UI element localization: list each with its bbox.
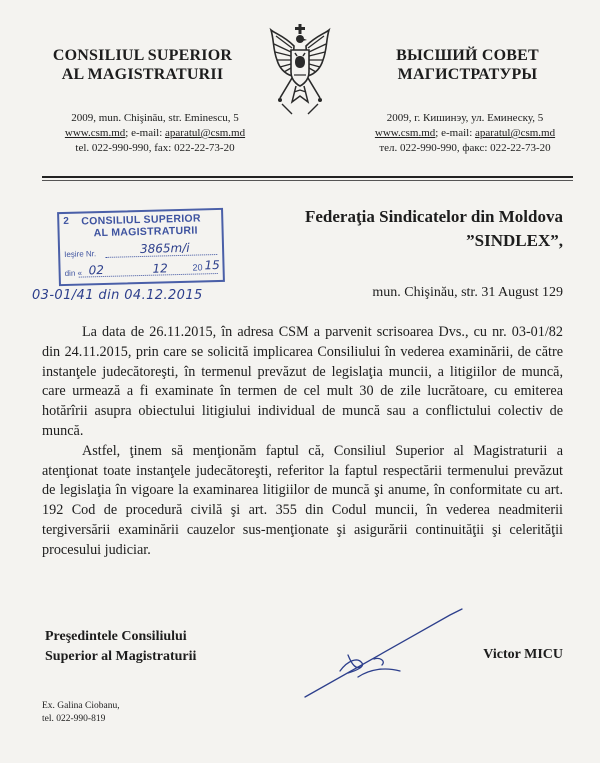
registration-stamp: [57, 208, 225, 286]
stamp-title-line2: AL MAGISTRATURII: [93, 224, 198, 240]
recipient-address: mun. Chişinău, str. 31 August 129: [372, 285, 563, 300]
body-paragraph-1: La data de 26.11.2015, în adresa CSM a parvenit scrisoarea Dvs., cu nr. 03-01/82 din 24.11.2015, prin care se solicită implicarea Consiliului în vederea examinării, de către instanţele judecătoreşti, în termenul prevăzut de legislaţia muncii, a litigiilor de muncă, care urmează a fi examinate în termen de cel mult 30 de zile lucrătoare, cu emiterea hotărîrii asupra obiectului litigiului individual de muncă sau a conflictului colectiv de muncă.: [42, 324, 563, 439]
recipient-name: ”SINDLEX”,: [466, 231, 563, 250]
email-link[interactable]: aparatul@csm.md: [165, 127, 246, 139]
stamp-year-prefix: 20: [192, 262, 203, 273]
stamp-out-label: Ieşire Nr.: [64, 249, 97, 260]
org-title-ru-line1: ВЫСШИЙ СОВЕТ: [396, 47, 539, 64]
org-contact-russian: [340, 111, 590, 156]
handwritten-reference: 03-01/41 din 04.12.2015: [32, 288, 203, 303]
header-divider-thin: [42, 180, 573, 181]
executor-info: [42, 700, 120, 726]
executor-phone: tel. 022-990-819: [42, 714, 106, 724]
org-web-email: [40, 126, 270, 141]
org-title-russian: [360, 46, 575, 84]
recipient-block: [280, 205, 563, 253]
org-title-line1: CONSILIUL SUPERIOR: [52, 47, 233, 64]
org-title-line2: AL MAGISTRATURII: [61, 66, 224, 83]
header-divider: [42, 176, 573, 178]
stamp-out-number: 3865m/i: [139, 240, 190, 257]
stamp-year-suffix: 15: [204, 257, 220, 273]
letter-body: [42, 323, 563, 561]
stamp-month: 12: [152, 261, 169, 276]
executor-name: Ex. Galina Ciobanu,: [42, 701, 120, 711]
org-phone-ru: тел. 022-990-990, факс: 022-22-73-20: [379, 142, 551, 154]
org-title-ru-line2: МАГИСТРАТУРЫ: [397, 66, 538, 83]
org-contact-romanian: [40, 111, 270, 156]
coat-of-arms-icon: [268, 22, 332, 122]
org-title-romanian: [40, 46, 245, 84]
signatory-title: [45, 627, 196, 667]
body-paragraph-2: Astfel, ţinem să menţionăm faptul că, Consiliul Superior al Magistraturii a atenţionat toate instanţele judecătoreşti, referitor la faptul respectării termenului prevăzut de legislaţia în vigoare la examinarea litigiilor de muncă şi anume, în conformitate cu art. 192 Cod de procedură civilă şi art. 355 din Codul muncii, în vederea neadmiterii tergiversării examinării cauzelor sus-menţionate şi asigurării continuităţii şi celerităţii procesului judiciar.: [42, 442, 563, 558]
stamp-date-label: din «: [64, 268, 83, 279]
website-link-ru[interactable]: www.csm.md: [374, 127, 436, 139]
org-phone: tel. 022-990-990, fax: 022-22-73-20: [75, 142, 235, 154]
email-label-ru: ; e-mail:: [435, 127, 476, 139]
stamp-title-line1: CONSILIUL SUPERIOR: [81, 212, 201, 228]
org-address: 2009, mun. Chişinău, str. Eminescu, 5: [71, 112, 239, 124]
signatory-name: Victor MICU: [483, 647, 563, 662]
stamp-number: 2: [63, 215, 70, 228]
signatory-title-line2: Superior al Magistraturii: [45, 649, 197, 664]
org-address-ru: 2009, г. Кишинэу, ул. Еминеску, 5: [386, 112, 544, 124]
email-label: ; e-mail:: [125, 127, 166, 139]
org-web-email-ru: [340, 126, 590, 141]
stamp-day: 02: [88, 262, 105, 278]
recipient-org: Federaţia Sindicatelor din Moldova: [305, 207, 563, 226]
signatory-title-line1: Preşedintele Consiliului: [45, 629, 187, 644]
website-link[interactable]: www.csm.md: [64, 127, 126, 139]
email-link-ru[interactable]: aparatul@csm.md: [475, 127, 556, 139]
